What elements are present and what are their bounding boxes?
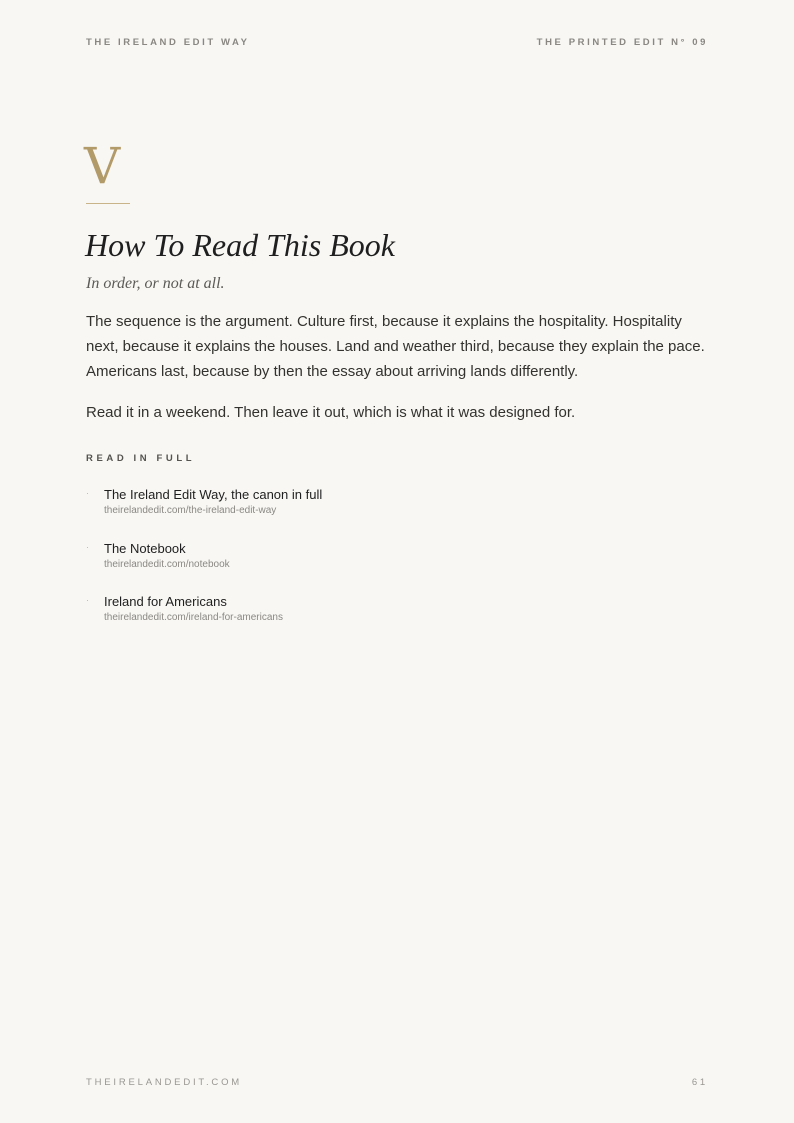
link-url[interactable]: theirelandedit.com/the-ireland-edit-way (104, 505, 277, 516)
chapter-title: How To Read This Book (85, 227, 395, 263)
bullet-icon: · (86, 488, 89, 498)
chapter-numeral: V (84, 137, 121, 195)
link-url[interactable]: theirelandedit.com/ireland-for-americans (104, 612, 283, 623)
numeral-divider (86, 203, 130, 204)
link-title[interactable]: The Notebook (104, 540, 186, 556)
bullet-icon: · (86, 541, 89, 552)
chapter-subtitle: In order, or not at all. (86, 275, 225, 292)
bullet-icon: · (86, 595, 89, 605)
running-header-right: THE PRINTED EDIT N° 09 (536, 37, 708, 48)
running-header-left: THE IRELAND EDIT WAY (86, 37, 250, 48)
page-number: 61 (691, 1077, 708, 1088)
link-title[interactable]: Ireland for Americans (104, 594, 227, 609)
list-item (86, 487, 322, 541)
read-in-full-label: READ IN FULL (86, 453, 196, 464)
footer-site: THEIRELANDEDIT.COM (86, 1077, 242, 1088)
link-url[interactable]: theirelandedit.com/notebook (104, 558, 230, 570)
body-paragraph: The sequence is the argument. Culture first, because it explains the hospitality. Hospitality next, because it explains the houses. Land and weather third, because they explain the pace. Americans last, because by then the essay about arriving lands differently. (86, 313, 705, 380)
read-in-full-list (86, 487, 322, 648)
list-item (86, 594, 322, 648)
list-item (86, 541, 322, 595)
body-paragraph: Read it in a weekend. Then leave it out, which is what it was designed for. (86, 404, 576, 421)
link-title[interactable]: The Ireland Edit Way, the canon in full (104, 487, 323, 502)
